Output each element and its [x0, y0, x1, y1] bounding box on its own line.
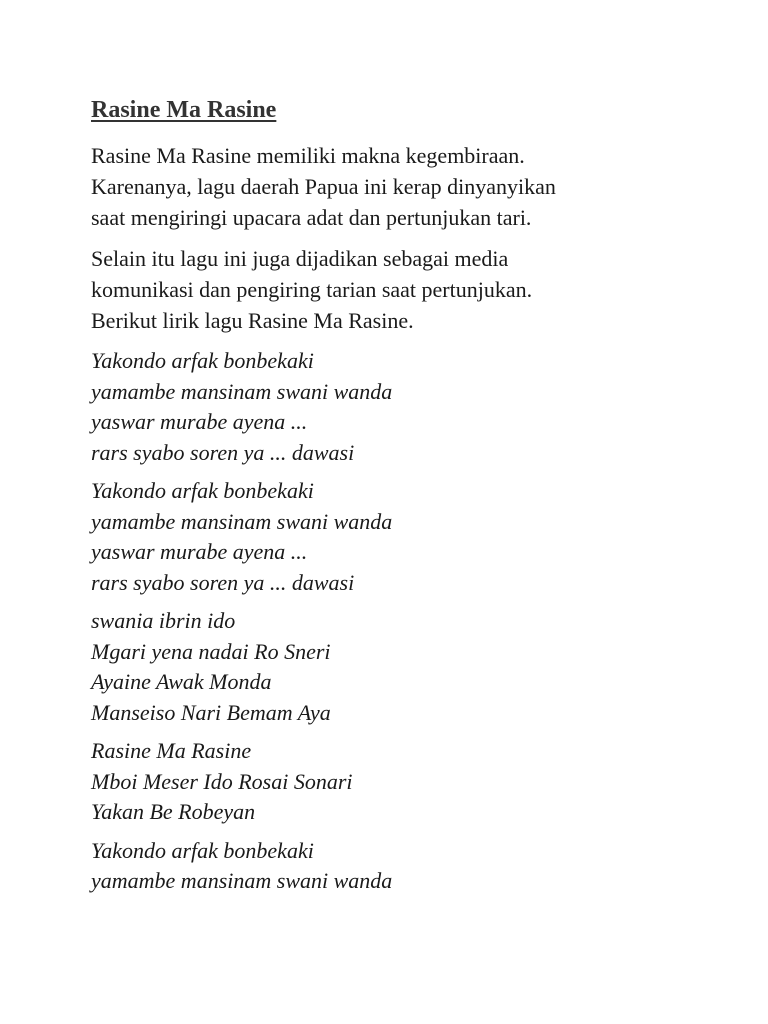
- lyric-line: Yakondo arfak bonbekaki: [91, 478, 314, 503]
- lyrics-stanza: [91, 836, 711, 897]
- lyric-line: swania ibrin ido: [91, 608, 236, 633]
- lyric-line: yamambe mansinam swani wanda: [91, 378, 393, 404]
- paragraph-line: Rasine Ma Rasine memiliki makna kegembiraan.: [91, 143, 525, 168]
- lyric-line: Ayaine Awak Monda: [91, 669, 272, 694]
- lyrics-stanza: [91, 606, 711, 728]
- document-page: [91, 94, 711, 905]
- paragraph-line: saat mengiringi upacara adat dan pertunjukan tari.: [91, 205, 532, 230]
- paragraph-line: Selain itu lagu ini juga dijadikan sebagai media: [91, 246, 509, 271]
- document-title: Rasine Ma Rasine: [91, 97, 277, 123]
- lyric-line: yamambe mansinam swani wanda: [91, 868, 393, 893]
- lyric-line: yamambe mansinam swani wanda: [91, 508, 393, 534]
- lyric-line: Yakan Be Robeyan: [91, 799, 256, 824]
- intro-paragraph: [91, 140, 711, 233]
- lyrics-stanza: [91, 736, 711, 828]
- lyrics-stanza: [91, 476, 711, 598]
- lyric-line: Mboi Meser Ido Rosai Sonari: [91, 768, 353, 794]
- description-paragraph: [91, 243, 711, 336]
- lyric-line: rars syabo soren ya ... dawasi: [91, 569, 355, 595]
- lyric-line: Rasine Ma Rasine: [91, 738, 252, 763]
- paragraph-line: Berikut lirik lagu Rasine Ma Rasine.: [91, 308, 414, 333]
- lyric-line: Yakondo arfak bonbekaki: [91, 837, 314, 863]
- lyric-line: yaswar murabe ayena ...: [91, 539, 308, 564]
- lyrics-stanza: [91, 346, 711, 468]
- lyric-line: Mgari yena nadai Ro Sneri: [91, 638, 331, 664]
- lyric-line: rars syabo soren ya ... dawasi: [91, 439, 355, 465]
- paragraph-line: komunikasi dan pengiring tarian saat pertunjukan.: [91, 277, 533, 302]
- paragraph-line: Karenanya, lagu daerah Papua ini kerap dinyanyikan: [91, 174, 556, 199]
- lyric-line: Manseiso Nari Bemam Aya: [91, 699, 331, 725]
- lyric-line: Yakondo arfak bonbekaki: [91, 348, 314, 373]
- lyric-line: yaswar murabe ayena ...: [91, 409, 308, 434]
